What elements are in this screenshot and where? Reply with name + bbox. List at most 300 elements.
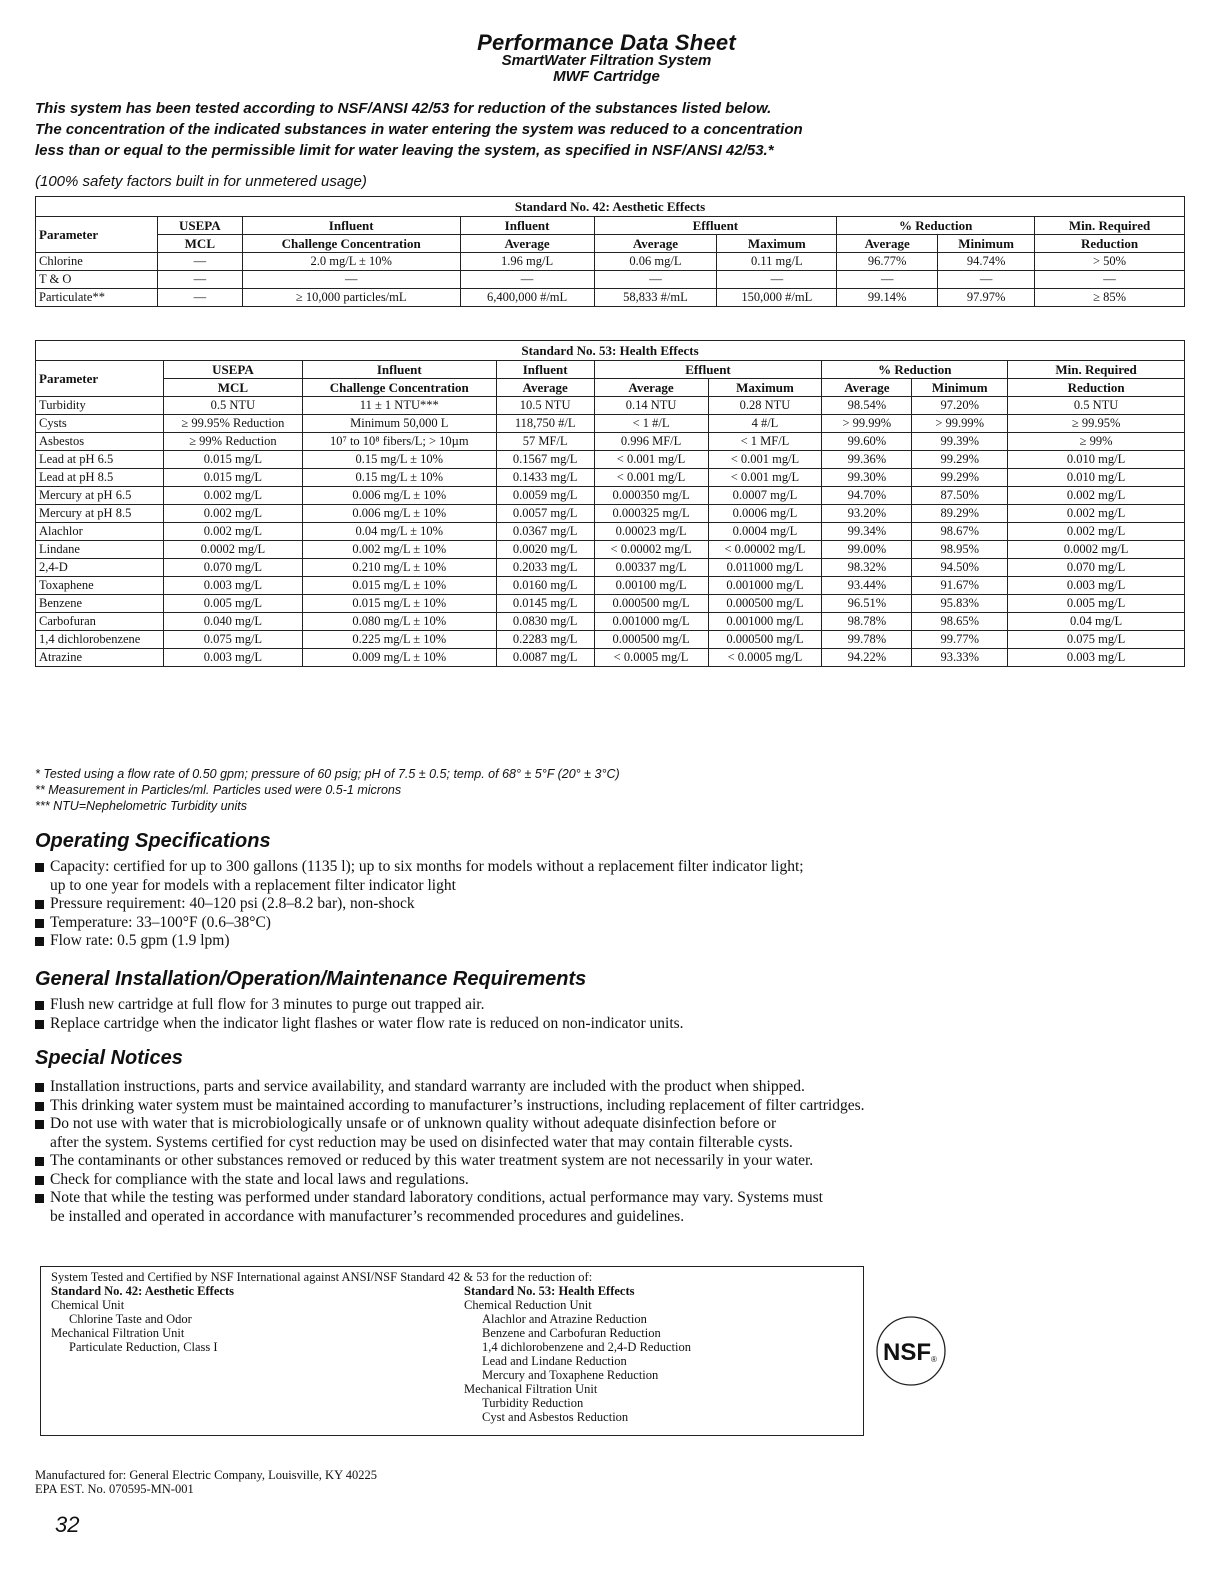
table-cell: 0.000325 mg/L <box>594 505 708 523</box>
list-item-text <box>50 1171 469 1190</box>
table-row <box>36 613 1185 631</box>
table-cell: 98.95% <box>912 541 1008 559</box>
table-cell: — <box>242 271 460 289</box>
list-item-text <box>50 858 804 877</box>
col-subheader-mcl: MCL <box>163 379 302 397</box>
list-item <box>35 1189 1195 1208</box>
table-cell: ≥ 10,000 particles/mL <box>242 289 460 307</box>
table-cell: 6,400,000 #/mL <box>460 289 594 307</box>
table-cell: 93.20% <box>822 505 912 523</box>
page-number: 32 <box>55 1512 80 1537</box>
general-requirements-heading: General Installation/Operation/Maintenance Requirements <box>35 968 587 990</box>
parameter-cell: Benzene <box>36 595 164 613</box>
certification-unit: Mechanical Filtration Unit <box>51 1326 185 1340</box>
table-cell: 4 #/L <box>708 415 822 433</box>
table-cell: — <box>594 271 717 289</box>
list-item-text <box>50 1189 823 1208</box>
table-cell: 58,833 #/mL <box>594 289 717 307</box>
table-cell: 0.005 mg/L <box>1008 595 1185 613</box>
table-cell: 99.29% <box>912 451 1008 469</box>
table-row <box>36 469 1185 487</box>
bullet-icon <box>35 1083 44 1092</box>
col-subheader-eff-maximum: Maximum <box>717 235 837 253</box>
table-cell: 0.001000 mg/L <box>594 613 708 631</box>
table-cell: ≥ 99.95% <box>1008 415 1185 433</box>
table-cell: 0.040 mg/L <box>163 613 302 631</box>
table-title: Standard No. 42: Aesthetic Effects <box>36 197 1185 217</box>
table-cell: 87.50% <box>912 487 1008 505</box>
table-cell: 98.67% <box>912 523 1008 541</box>
col-subheader-red-minimum: Minimum <box>938 235 1035 253</box>
table-cell: 0.210 mg/L ± 10% <box>302 559 496 577</box>
bullet-icon <box>35 863 44 872</box>
certification-item: 1,4 dichlorobenzene and 2,4-D Reduction <box>482 1340 691 1354</box>
certification-item: Mercury and Toxaphene Reduction <box>482 1368 659 1382</box>
table-cell: 0.000500 mg/L <box>708 595 822 613</box>
table-cell: 0.14 NTU <box>594 397 708 415</box>
table-cell: 0.002 mg/L <box>163 505 302 523</box>
table-cell: 0.0367 mg/L <box>496 523 594 541</box>
table-cell: 0.010 mg/L <box>1008 451 1185 469</box>
list-item-line: Installation instructions, parts and service availability, and standard warranty are included with the product when shipped. <box>50 1078 805 1095</box>
table-cell: 0.005 mg/L <box>163 595 302 613</box>
table-cell: 0.5 NTU <box>1008 397 1185 415</box>
col-header-influent-avg: Influent <box>460 217 594 235</box>
certification-lead: System Tested and Certified by NSF International against ANSI/NSF Standard 42 & 53 for the reduction of: <box>51 1270 593 1284</box>
table-cell: 0.003 mg/L <box>1008 577 1185 595</box>
table-cell: 99.00% <box>822 541 912 559</box>
col-subheader-challenge: Challenge Concentration <box>302 379 496 397</box>
table-cell: 0.00337 mg/L <box>594 559 708 577</box>
col-header-min-required: Min. Required <box>1008 361 1185 379</box>
list-item <box>35 1171 1195 1190</box>
table-cell: 94.70% <box>822 487 912 505</box>
list-item-line: Check for compliance with the state and local laws and regulations. <box>50 1170 469 1188</box>
col-header-influent: Influent <box>302 361 496 379</box>
table-cell: 98.78% <box>822 613 912 631</box>
bullet-icon <box>35 937 44 946</box>
table-cell: 2.0 mg/L ± 10% <box>242 253 460 271</box>
table-row <box>36 253 1185 271</box>
list-item <box>35 1097 1195 1116</box>
table-row <box>36 577 1185 595</box>
col-subheader-eff-maximum: Maximum <box>708 379 822 397</box>
table-cell: 99.29% <box>912 469 1008 487</box>
page-title: Performance Data Sheet <box>477 30 736 55</box>
table-cell: 0.015 mg/L <box>163 451 302 469</box>
table-cell: 0.000350 mg/L <box>594 487 708 505</box>
parameter-cell: Alachlor <box>36 523 164 541</box>
table-cell: > 99.99% <box>912 415 1008 433</box>
table-cell: 99.34% <box>822 523 912 541</box>
table-cell: 0.5 NTU <box>163 397 302 415</box>
table-cell: — <box>938 271 1035 289</box>
certification-column-title: Standard No. 42: Aesthetic Effects <box>51 1284 234 1298</box>
table-cell: 0.0006 mg/L <box>708 505 822 523</box>
certification-item: Lead and Lindane Reduction <box>482 1354 627 1368</box>
table-cell: 0.003 mg/L <box>163 577 302 595</box>
table-cell: 99.39% <box>912 433 1008 451</box>
col-subheader-eff-average: Average <box>594 235 717 253</box>
manufacturer-line: Manufactured for: General Electric Company, Louisville, KY 40225 <box>35 1468 378 1482</box>
col-header-min-required: Min. Required <box>1035 217 1185 235</box>
table-cell: 94.74% <box>938 253 1035 271</box>
table-cell: 0.075 mg/L <box>1008 631 1185 649</box>
list-item <box>35 1015 1195 1034</box>
list-item-line: Flow rate: 0.5 gpm (1.9 lpm) <box>50 932 230 949</box>
table-cell: > 50% <box>1035 253 1185 271</box>
table-cell: ≥ 85% <box>1035 289 1185 307</box>
table-cell: 0.0830 mg/L <box>496 613 594 631</box>
operating-specifications-list <box>35 858 1195 951</box>
table-cell: 0.015 mg/L ± 10% <box>302 595 496 613</box>
footnote: * Tested using a flow rate of 0.50 gpm; pressure of 60 psig; pH of 7.5 ± 0.5; temp. of 68° ± 5°F (20° ± 3°C) <box>35 767 620 781</box>
parameter-cell: Mercury at pH 8.5 <box>36 505 164 523</box>
parameter-cell: Lindane <box>36 541 164 559</box>
intro-line: less than or equal to the permissible limit for water leaving the system, as specified in NSF/ANSI 42/53.* <box>35 142 774 159</box>
col-subheader-red-average: Average <box>822 379 912 397</box>
operating-specifications-heading: Operating Specifications <box>35 830 271 852</box>
table-cell: < 0.00002 mg/L <box>708 541 822 559</box>
certification-item: Cyst and Asbestos Reduction <box>482 1410 629 1424</box>
table-row <box>36 649 1185 667</box>
table-cell: 0.0020 mg/L <box>496 541 594 559</box>
bullet-icon <box>35 1157 44 1166</box>
table-cell: 0.1567 mg/L <box>496 451 594 469</box>
table-cell: 0.0002 mg/L <box>163 541 302 559</box>
table-cell: 0.15 mg/L ± 10% <box>302 451 496 469</box>
bullet-icon <box>35 1020 44 1029</box>
col-header-effluent: Effluent <box>594 361 822 379</box>
col-subheader-reduction: Reduction <box>1035 235 1185 253</box>
table-cell: 0.003 mg/L <box>1008 649 1185 667</box>
table-cell: 0.0057 mg/L <box>496 505 594 523</box>
list-item-continuation: be installed and operated in accordance with manufacturer’s recommended procedures and guidelines. <box>50 1207 685 1225</box>
table-cell: 0.00100 mg/L <box>594 577 708 595</box>
list-item-line: Replace cartridge when the indicator light flashes or water flow rate is reduced on non-indicator units. <box>50 1014 684 1032</box>
table-cell: 0.000500 mg/L <box>708 631 822 649</box>
list-item-line: Temperature: 33–100°F (0.6–38°C) <box>50 913 271 931</box>
table-cell: > 99.99% <box>822 415 912 433</box>
parameter-cell: T & O <box>36 271 158 289</box>
table-cell: < 1 MF/L <box>708 433 822 451</box>
list-item-text <box>50 1115 776 1134</box>
table-row <box>36 631 1185 649</box>
table-cell: — <box>157 271 242 289</box>
parameter-cell: Lead at pH 8.5 <box>36 469 164 487</box>
table-cell: 0.070 mg/L <box>1008 559 1185 577</box>
table-cell: 0.002 mg/L <box>1008 487 1185 505</box>
table-cell: 0.009 mg/L ± 10% <box>302 649 496 667</box>
list-item-text <box>50 1152 813 1171</box>
special-notices-list <box>35 1078 1195 1226</box>
table-cell: 0.225 mg/L ± 10% <box>302 631 496 649</box>
table-cell: — <box>460 271 594 289</box>
table-cell: 0.11 mg/L <box>717 253 837 271</box>
table-cell: 0.0002 mg/L <box>1008 541 1185 559</box>
table-cell: Minimum 50,000 L <box>302 415 496 433</box>
table-cell: — <box>1035 271 1185 289</box>
table-cell: 99.30% <box>822 469 912 487</box>
table-cell: 94.22% <box>822 649 912 667</box>
parameter-cell: Cysts <box>36 415 164 433</box>
intro-line: The concentration of the indicated substances in water entering the system was reduced to a concentration <box>35 121 803 138</box>
table-cell: < 0.0005 mg/L <box>708 649 822 667</box>
footnote: ** Measurement in Particles/ml. Particles used were 0.5-1 microns <box>35 783 402 797</box>
parameter-cell: Turbidity <box>36 397 164 415</box>
table-cell: 0.2283 mg/L <box>496 631 594 649</box>
col-subheader-challenge: Challenge Concentration <box>242 235 460 253</box>
list-item-text <box>50 996 484 1015</box>
table-row <box>36 541 1185 559</box>
list-item-line: The contaminants or other substances removed or reduced by this water treatment system are not necessarily in your water. <box>50 1152 814 1169</box>
table-cell: — <box>717 271 837 289</box>
manufacturer-info <box>35 1468 377 1496</box>
table-cell: 0.001000 mg/L <box>708 577 822 595</box>
parameter-cell: Carbofuran <box>36 613 164 631</box>
table-row <box>36 415 1185 433</box>
certification-box <box>40 1266 864 1436</box>
table-cell: 97.97% <box>938 289 1035 307</box>
table-row <box>36 451 1185 469</box>
bullet-icon <box>35 919 44 928</box>
col-subheader-average: Average <box>496 379 594 397</box>
table-cell: < 0.001 mg/L <box>594 451 708 469</box>
general-requirements-list <box>35 996 1195 1033</box>
footnote: *** NTU=Nephelometric Turbidity units <box>35 799 247 813</box>
certification-item: Particulate Reduction, Class I <box>69 1340 218 1354</box>
col-header-effluent: Effluent <box>594 217 837 235</box>
standard-42-table <box>35 196 1185 307</box>
table-cell: 0.003 mg/L <box>163 649 302 667</box>
table-row <box>36 523 1185 541</box>
table-cell: 0.0160 mg/L <box>496 577 594 595</box>
col-header-reduction: % Reduction <box>837 217 1035 235</box>
col-subheader-eff-average: Average <box>594 379 708 397</box>
table-cell: 0.06 mg/L <box>594 253 717 271</box>
table-cell: 95.83% <box>912 595 1008 613</box>
bullet-icon <box>35 1120 44 1129</box>
list-item <box>35 932 1195 951</box>
table-cell: 150,000 #/mL <box>717 289 837 307</box>
list-item-text <box>50 1015 684 1034</box>
list-item-line: This drinking water system must be maintained according to manufacturer’s instructions, including replacement of filter cartridges. <box>50 1096 865 1114</box>
standard-53-rows <box>36 397 1185 667</box>
table-row <box>36 289 1185 307</box>
table-cell: 0.0059 mg/L <box>496 487 594 505</box>
list-item <box>35 914 1195 933</box>
safety-note: (100% safety factors built in for unmetered usage) <box>35 173 367 190</box>
parameter-cell: 1,4 dichlorobenzene <box>36 631 164 649</box>
col-header-influent: Influent <box>242 217 460 235</box>
table-cell: 99.36% <box>822 451 912 469</box>
table-row <box>36 595 1185 613</box>
table-cell: 0.1433 mg/L <box>496 469 594 487</box>
table-cell: 0.2033 mg/L <box>496 559 594 577</box>
table-cell: < 0.001 mg/L <box>594 469 708 487</box>
table-cell: 93.33% <box>912 649 1008 667</box>
table-row <box>36 487 1185 505</box>
table-cell: 0.15 mg/L ± 10% <box>302 469 496 487</box>
table-cell: < 0.0005 mg/L <box>594 649 708 667</box>
table-cell: 0.006 mg/L ± 10% <box>302 505 496 523</box>
table-row <box>36 271 1185 289</box>
list-item <box>35 996 1195 1015</box>
certification-item: Chlorine Taste and Odor <box>69 1312 192 1326</box>
parameter-cell: Atrazine <box>36 649 164 667</box>
bullet-icon <box>35 1194 44 1203</box>
parameter-cell: Particulate** <box>36 289 158 307</box>
table-cell: 0.000500 mg/L <box>594 631 708 649</box>
table-row <box>36 433 1185 451</box>
table-cell: ≥ 99% <box>1008 433 1185 451</box>
table-cell: 118,750 #/L <box>496 415 594 433</box>
table-cell: 0.002 mg/L <box>163 523 302 541</box>
list-item-text <box>50 914 271 933</box>
table-cell: 0.015 mg/L ± 10% <box>302 577 496 595</box>
table-cell: 0.080 mg/L ± 10% <box>302 613 496 631</box>
table-cell: 0.0145 mg/L <box>496 595 594 613</box>
certification-standard-42 <box>51 1284 234 1354</box>
list-item <box>35 858 1195 877</box>
table-cell: — <box>157 289 242 307</box>
table-row <box>36 397 1185 415</box>
table-cell: < 1 #/L <box>594 415 708 433</box>
certification-item: Turbidity Reduction <box>482 1396 584 1410</box>
table-cell: 96.51% <box>822 595 912 613</box>
intro-statement <box>35 98 1185 161</box>
table-cell: 0.28 NTU <box>708 397 822 415</box>
table-cell: < 0.00002 mg/L <box>594 541 708 559</box>
bullet-icon <box>35 900 44 909</box>
list-item-text <box>50 895 415 914</box>
table-cell: 93.44% <box>822 577 912 595</box>
certification-unit: Chemical Reduction Unit <box>464 1298 592 1312</box>
table-cell: 98.32% <box>822 559 912 577</box>
table-cell: 11 ± 1 NTU*** <box>302 397 496 415</box>
table-cell: 98.65% <box>912 613 1008 631</box>
col-header-influent-avg: Influent <box>496 361 594 379</box>
table-cell: 0.011000 mg/L <box>708 559 822 577</box>
col-header-usepa: USEPA <box>157 217 242 235</box>
table-row <box>36 505 1185 523</box>
table-cell: < 0.001 mg/L <box>708 469 822 487</box>
col-header-usepa: USEPA <box>163 361 302 379</box>
parameter-cell: Toxaphene <box>36 577 164 595</box>
table-cell: 0.00023 mg/L <box>594 523 708 541</box>
table-cell: 0.015 mg/L <box>163 469 302 487</box>
table-cell: 94.50% <box>912 559 1008 577</box>
table-cell: 0.04 mg/L <box>1008 613 1185 631</box>
table-cell: < 0.001 mg/L <box>708 451 822 469</box>
list-item-line: Do not use with water that is microbiologically unsafe or of unknown quality without adequate disinfection before or <box>50 1115 777 1132</box>
table-cell: 99.14% <box>837 289 938 307</box>
table-cell: 0.070 mg/L <box>163 559 302 577</box>
table-cell: 0.010 mg/L <box>1008 469 1185 487</box>
table-cell: 96.77% <box>837 253 938 271</box>
table-cell: 0.002 mg/L <box>1008 523 1185 541</box>
list-item-continuation: up to one year for models with a replacement filter indicator light <box>50 876 456 894</box>
table-cell: 0.996 MF/L <box>594 433 708 451</box>
table-cell: 98.54% <box>822 397 912 415</box>
table-row <box>36 559 1185 577</box>
table-cell: 0.04 mg/L ± 10% <box>302 523 496 541</box>
footnotes <box>35 766 620 814</box>
table-cell: 0.0004 mg/L <box>708 523 822 541</box>
table-cell: 0.075 mg/L <box>163 631 302 649</box>
list-item-text <box>50 1078 805 1097</box>
col-header-parameter: Parameter <box>36 361 164 397</box>
model-name: MWF Cartridge <box>553 68 660 85</box>
list-item-line: Note that while the testing was performed under standard laboratory conditions, actual performance may vary. Systems must <box>50 1189 823 1206</box>
list-item-continuation: after the system. Systems certified for cyst reduction may be used on disinfected water that may contain filterable cysts. <box>50 1133 793 1151</box>
table-cell: 99.60% <box>822 433 912 451</box>
page-subtitle: SmartWater Filtration System <box>501 52 712 69</box>
col-subheader-red-average: Average <box>837 235 938 253</box>
list-item-line: Pressure requirement: 40–120 psi (2.8–8.2 bar), non-shock <box>50 895 415 912</box>
parameter-cell: Mercury at pH 6.5 <box>36 487 164 505</box>
list-item-line: Flush new cartridge at full flow for 3 minutes to purge out trapped air. <box>50 996 485 1013</box>
col-subheader-reduction: Reduction <box>1008 379 1185 397</box>
col-header-reduction: % Reduction <box>822 361 1008 379</box>
parameter-cell: Asbestos <box>36 433 164 451</box>
certification-item: Benzene and Carbofuran Reduction <box>482 1326 661 1340</box>
bullet-icon <box>35 1001 44 1010</box>
table-cell: 99.78% <box>822 631 912 649</box>
epa-establishment: EPA EST. No. 070595-MN-001 <box>35 1482 194 1496</box>
certification-standard-53 <box>464 1284 691 1424</box>
parameter-cell: 2,4-D <box>36 559 164 577</box>
table-cell: 89.29% <box>912 505 1008 523</box>
table-cell: ≥ 99% Reduction <box>163 433 302 451</box>
certification-unit: Chemical Unit <box>51 1298 125 1312</box>
bullet-icon <box>35 1176 44 1185</box>
standard-53-table <box>35 340 1185 667</box>
table-cell: 91.67% <box>912 577 1008 595</box>
list-item <box>35 1152 1195 1171</box>
table-title: Standard No. 53: Health Effects <box>36 341 1185 361</box>
standard-42-rows <box>36 253 1185 307</box>
table-cell: 0.0087 mg/L <box>496 649 594 667</box>
table-cell: 10⁷ to 10⁸ fibers/L; > 10µm <box>302 433 496 451</box>
table-cell: 0.002 mg/L ± 10% <box>302 541 496 559</box>
intro-line: This system has been tested according to NSF/ANSI 42/53 for reduction of the substances listed below. <box>35 100 772 117</box>
table-cell: 0.001000 mg/L <box>708 613 822 631</box>
table-cell: — <box>157 253 242 271</box>
list-item-text <box>50 1097 865 1116</box>
parameter-cell: Chlorine <box>36 253 158 271</box>
list-item <box>35 1115 1195 1134</box>
list-item <box>35 1078 1195 1097</box>
table-cell: 0.002 mg/L <box>163 487 302 505</box>
certification-item: Alachlor and Atrazine Reduction <box>482 1312 647 1326</box>
list-item-text <box>50 932 230 951</box>
bullet-icon <box>35 1102 44 1111</box>
nsf-logo-text: NSF <box>883 1339 931 1366</box>
parameter-cell: Lead at pH 6.5 <box>36 451 164 469</box>
special-notices-heading: Special Notices <box>35 1047 183 1069</box>
table-cell: — <box>837 271 938 289</box>
table-cell: 57 MF/L <box>496 433 594 451</box>
table-cell: 0.006 mg/L ± 10% <box>302 487 496 505</box>
table-cell: 97.20% <box>912 397 1008 415</box>
table-cell: 0.0007 mg/L <box>708 487 822 505</box>
list-item-line: Capacity: certified for up to 300 gallons (1135 l); up to six months for models without a replacement filter indicator light; <box>50 858 804 875</box>
table-cell: 10.5 NTU <box>496 397 594 415</box>
table-cell: 0.000500 mg/L <box>594 595 708 613</box>
table-cell: 99.77% <box>912 631 1008 649</box>
table-cell: 1.96 mg/L <box>460 253 594 271</box>
